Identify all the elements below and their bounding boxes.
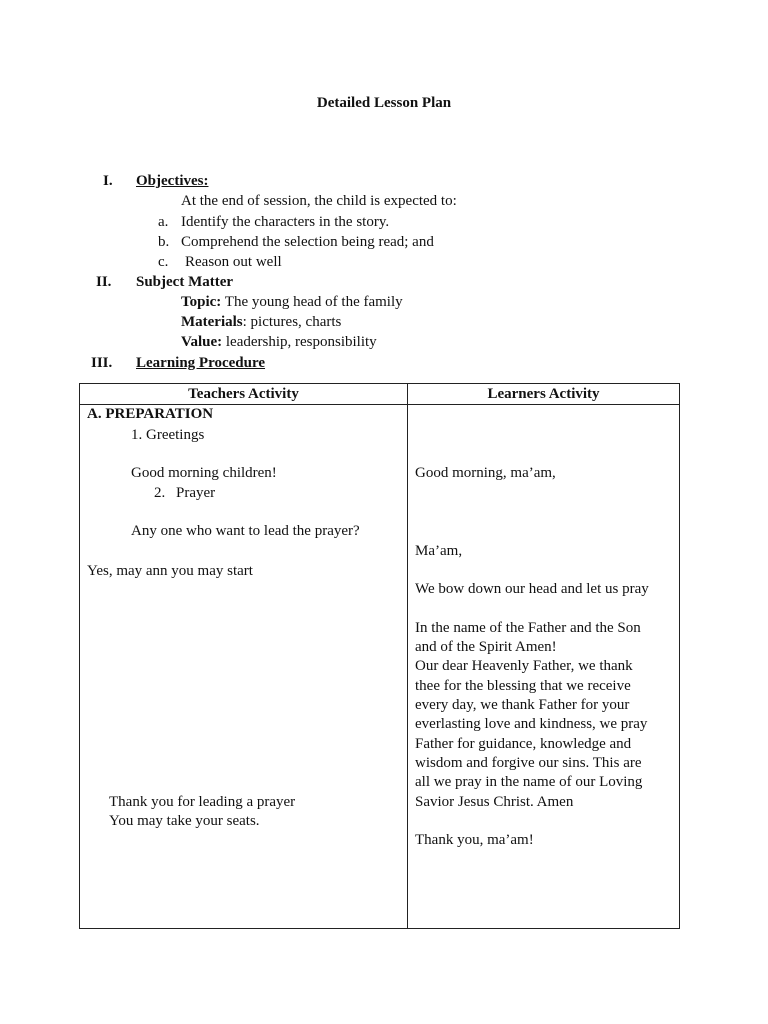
objectives-numeral: I. — [103, 173, 113, 189]
lead-prayer-question: Any one who want to lead the prayer? — [131, 523, 360, 539]
preparation-heading: A. PREPARATION — [87, 406, 214, 422]
materials-line — [181, 313, 341, 332]
objective-marker-a: a. — [158, 214, 169, 230]
prayer-step-number: 2. — [154, 485, 166, 501]
prayer-line: wisdom and forgive our sins. This are — [415, 755, 642, 771]
teacher-cell — [80, 405, 408, 929]
objective-marker-c: c. — [158, 254, 169, 270]
objective-marker-b: b. — [158, 234, 170, 250]
take-seats: You may take your seats. — [109, 813, 260, 829]
bow-head-line: We bow down our head and let us pray — [415, 581, 649, 597]
value-label: Value: — [181, 334, 223, 350]
value-value: leadership, responsibility — [222, 334, 377, 350]
objective-item-a: Identify the characters in the story. — [181, 214, 390, 230]
learner-thank-you: Thank you, ma’am! — [415, 832, 534, 848]
thank-for-prayer: Thank you for leading a prayer — [109, 794, 296, 810]
prayer-line: Our dear Heavenly Father, we thank — [415, 658, 633, 674]
teacher-good-morning: Good morning children! — [131, 465, 277, 481]
procedure-numeral: III. — [91, 355, 113, 371]
prayer-line: In the name of the Father and the Son — [415, 620, 641, 636]
value-line — [181, 333, 377, 352]
subject-heading: Subject Matter — [136, 274, 234, 290]
topic-line — [181, 293, 403, 312]
topic-value: The young head of the family — [221, 294, 403, 310]
materials-value: : pictures, charts — [242, 314, 342, 330]
greetings-step: 1. Greetings — [131, 427, 205, 443]
activity-table — [79, 383, 680, 929]
materials-label: Materials — [181, 314, 243, 330]
prayer-step: Prayer — [176, 485, 216, 501]
learner-maam: Ma’am, — [415, 543, 463, 559]
learner-cell — [408, 405, 680, 929]
objective-item-c: Reason out well — [185, 254, 282, 270]
prayer-line: and of the Spirit Amen! — [415, 639, 557, 655]
objectives-heading: Objectives: — [136, 173, 209, 189]
learner-good-morning: Good morning, ma’am, — [415, 465, 556, 481]
topic-label: Topic: — [181, 294, 222, 310]
objective-item-b: Comprehend the selection being read; and — [181, 234, 434, 250]
teachers-activity-header: Teachers Activity — [80, 384, 408, 405]
learners-activity-header: Learners Activity — [408, 384, 680, 405]
objectives-intro: At the end of session, the child is expected to: — [181, 193, 457, 209]
page-title: Detailed Lesson Plan — [316, 95, 452, 111]
yes-may-start: Yes, may ann you may start — [87, 563, 253, 579]
prayer-line: all we pray in the name of our Loving — [415, 774, 643, 790]
table-row — [80, 405, 680, 929]
prayer-line: everlasting love and kindness, we pray — [415, 716, 648, 732]
prayer-line: Savior Jesus Christ. Amen — [415, 794, 574, 810]
table-header-row — [80, 384, 680, 405]
prayer-line: thee for the blessing that we receive — [415, 678, 631, 694]
prayer-line: every day, we thank Father for your — [415, 697, 630, 713]
prayer-line: Father for guidance, knowledge and — [415, 736, 632, 752]
subject-numeral: II. — [96, 274, 112, 290]
procedure-heading: Learning Procedure — [136, 355, 266, 371]
